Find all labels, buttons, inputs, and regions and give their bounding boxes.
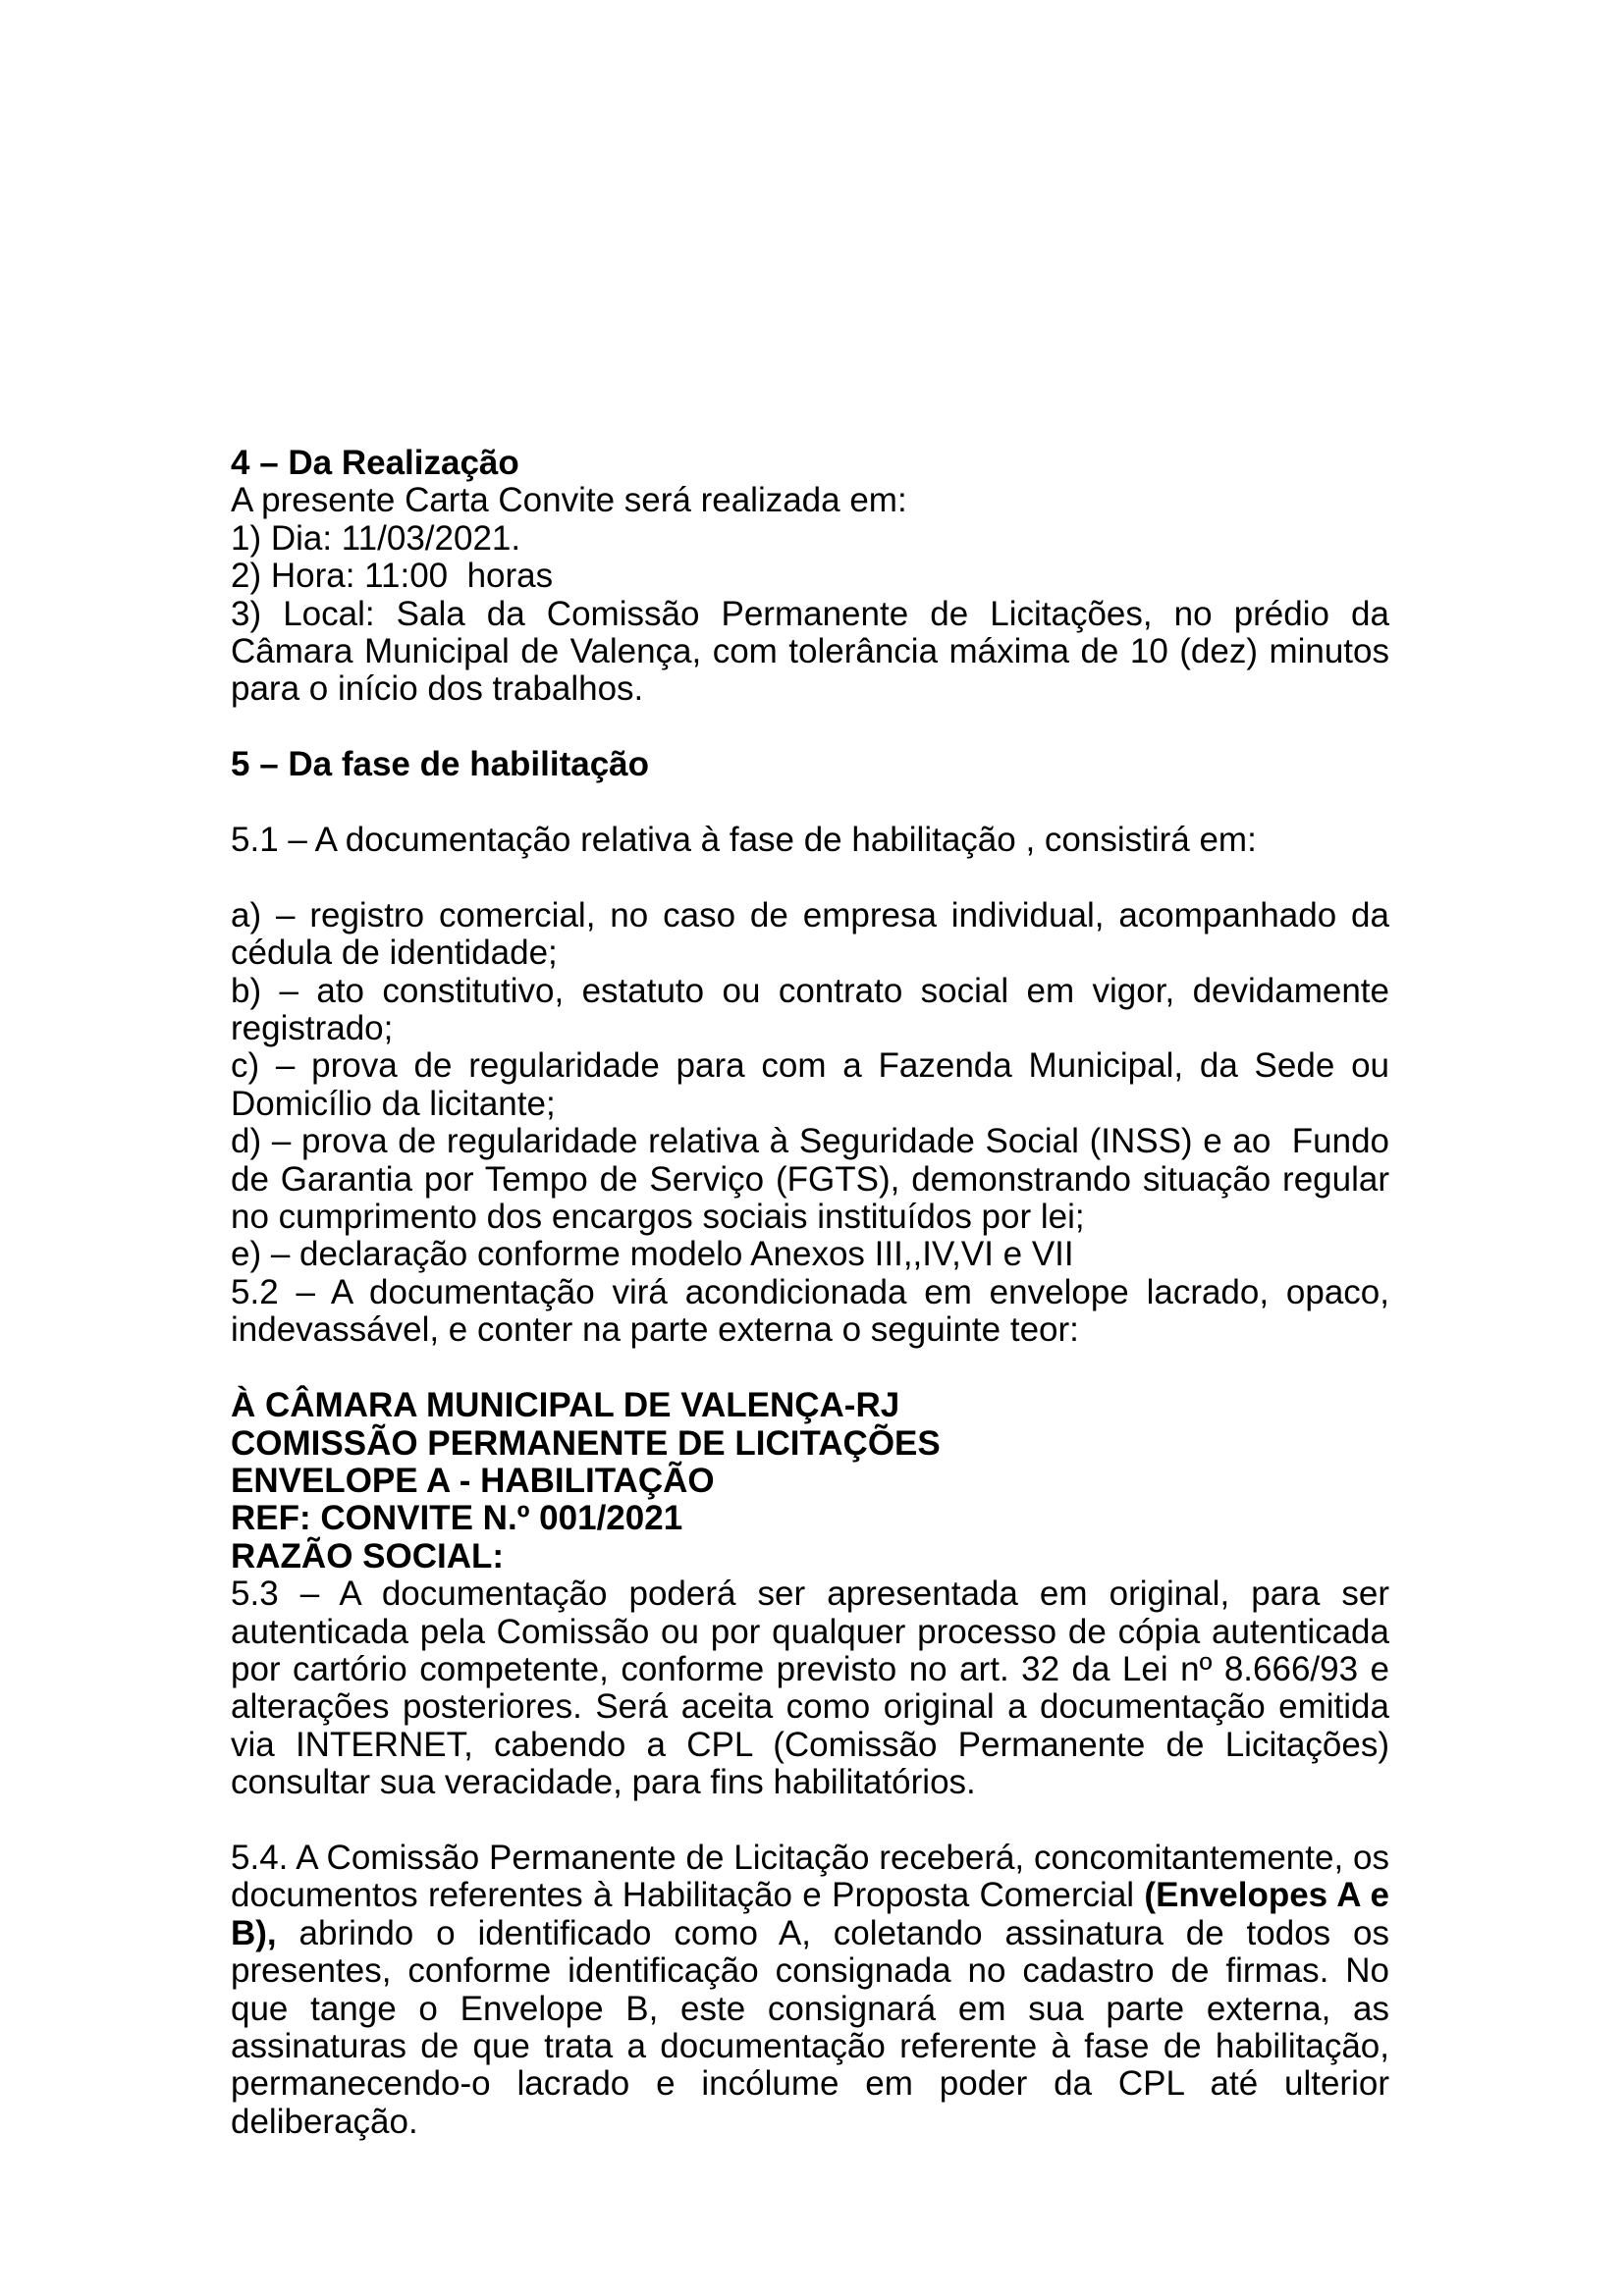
document-heading: 4 – Da Realização xyxy=(231,444,519,482)
blank-line xyxy=(231,709,1389,746)
document-heading: ENVELOPE A - HABILITAÇÃO xyxy=(231,1461,715,1500)
document-paragraph: 5.1 – A documentação relativa à fase de habilitação , consistirá em: xyxy=(231,821,1257,860)
document-paragraph: 3) Local: Sala da Comissão Permanente de Licitações, no prédio da Câmara Municipal de Valença, com tolerância máxima de 10 (dez) minutos para o início dos trabalhos. xyxy=(231,594,1399,709)
document-paragraph: d) – prova de regularidade relativa à Seguridade Social (INSS) e ao Fundo de Garantia por Tempo de Serviço (FGTS), demonstrando situação regular no cumprimento dos encargos sociais instituídos por lei; xyxy=(231,1122,1399,1237)
document-paragraph: 1) Dia: 11/03/2021. xyxy=(231,518,521,558)
document-heading: REF: CONVITE N.º 001/2021 xyxy=(231,1499,683,1538)
document-heading: RAZÃO SOCIAL: xyxy=(231,1536,505,1575)
blank-line xyxy=(231,1350,1389,1387)
document-body xyxy=(231,444,1399,2141)
document-heading: COMISSÃO PERMANENTE DE LICITAÇÕES xyxy=(231,1423,941,1463)
text-run: 5.4. A Comissão Permanente de Licitação receberá, concomitantemente, os documentos referentes à Habilitação e Proposta Comercial xyxy=(231,1838,1399,1915)
document-paragraph: e) – declaração conforme modelo Anexos III,,IV,VI e VII xyxy=(231,1235,1074,1274)
bold-text-run: (Envelopes A e B), xyxy=(231,1876,1399,1952)
document-paragraph: b) – ato constitutivo, estatuto ou contrato social em vigor, devidamente registrado; xyxy=(231,971,1399,1048)
document-paragraph xyxy=(231,1838,1399,2141)
document-heading: À CÂMARA MUNICIPAL DE VALENÇA-RJ xyxy=(231,1386,900,1425)
blank-line xyxy=(231,1802,1389,1840)
blank-line xyxy=(231,784,1389,822)
document-paragraph: a) – registro comercial, no caso de empresa individual, acompanhado da cédula de identidade; xyxy=(231,895,1399,973)
document-heading: 5 – Da fase de habilitação xyxy=(231,745,650,784)
document-paragraph: 5.2 – A documentação virá acondicionada em envelope lacrado, opaco, indevassável, e conter na parte externa o seguinte teor: xyxy=(231,1272,1399,1350)
document-paragraph: 5.3 – A documentação poderá ser apresentada em original, para ser autenticada pela Comissão ou por qualquer processo de cópia autenticada por cartório competente, conforme previsto no art. 32 da Lei nº 8.666/93 e alterações posteriores. Será aceita como original a documentação emitida via INTERNET, cabendo a CPL (Comissão Permanente de Licitações) consultar sua veracidade, para fins habilitatórios. xyxy=(231,1575,1399,1802)
blank-line xyxy=(231,859,1389,896)
document-paragraph: 2) Hora: 11:00 horas xyxy=(231,557,554,596)
text-run: abrindo o identificado como A, coletando assinatura de todos os presentes, conforme identificação consignada no cadastro de firmas. No que tange o Envelope B, este consignará em sua parte externa, as assinaturas de que trata a documentação referente à fase de habilitação, permanecendo-o lacrado e incólume em poder da CPL até ulterior deliberação. xyxy=(231,1913,1399,2141)
document-paragraph: A presente Carta Convite será realizada em: xyxy=(231,481,907,520)
document-paragraph: c) – prova de regularidade para com a Fazenda Municipal, da Sede ou Domicílio da licitante; xyxy=(231,1046,1399,1123)
